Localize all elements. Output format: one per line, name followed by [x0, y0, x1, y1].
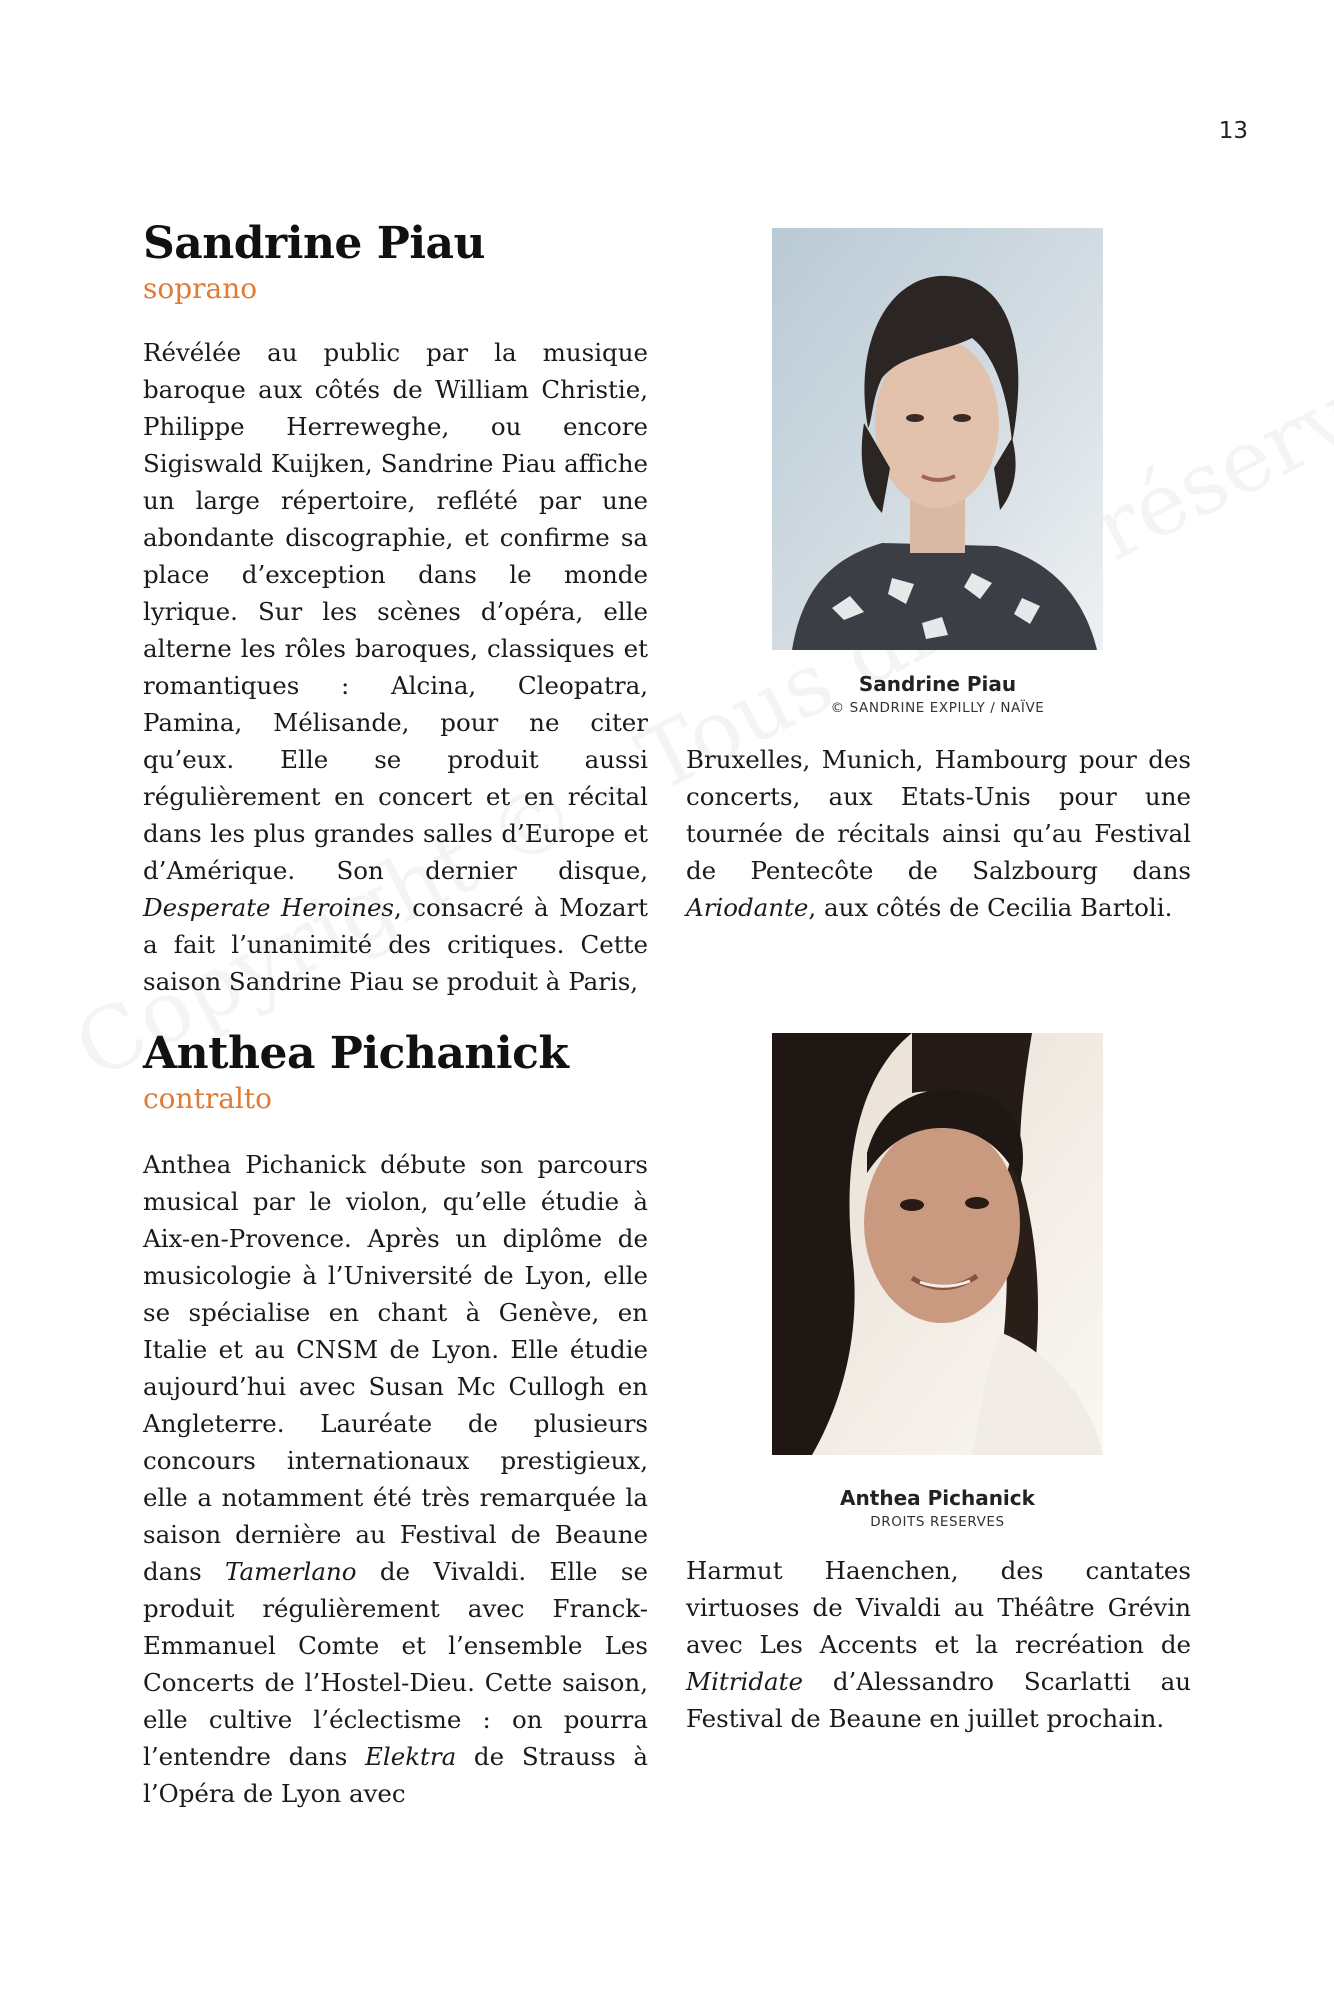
artist-bio-right: Bruxelles, Munich, Hambourg pour des concerts, aux Etats-Unis pour une tournée de récitals ainsi qu’au Festival de Pentecôte de Salzbourg dans Ariodante, aux côtés de Cecilia Bartoli.	[686, 745, 1191, 922]
artist-bio-left: Révélée au public par la musique baroque aux côtés de William Christie, Philippe Herreweghe, ou encore Sigiswald Kuijken, Sandrine Piau affiche un large répertoire, reflété par une abondante discographie, et confirme sa place d’exception dans le monde lyrique. Sur les scènes d’opéra, elle alterne les rôles baroques, classiques et romantiques : Alcina, Cleopatra, Pamina, Mélisande, pour ne citer qu’eux. Elle se produit aussi régulièrement en concert et en récital dans les plus grandes salles d’Europe et d’Amérique. Son dernier disque, Desperate Heroines, consacré à Mozart a fait l’unanimité des critiques. Cette saison Sandrine Piau se produit à Paris,	[143, 338, 648, 996]
artist-role: soprano	[143, 272, 258, 305]
artist-role: contralto	[143, 1082, 272, 1115]
portrait-image	[772, 228, 1103, 650]
artist-bio-right: Harmut Haenchen, des cantates virtuoses de Vivaldi au Théâtre Grévin avec Les Accents et la recréation de Mitridate d’Alessandro Scarlatti au Festival de Beaune en juillet prochain.	[686, 1556, 1191, 1733]
photo-caption-name: Sandrine Piau	[858, 672, 1017, 696]
artist-name: Sandrine Piau	[143, 218, 486, 269]
photo-caption-name: Anthea Pichanick	[840, 1486, 1035, 1510]
photo-caption-credit: DROITS RESERVES	[870, 1514, 1005, 1530]
portrait-image	[772, 1033, 1103, 1455]
photo-caption-credit: © SANDRINE EXPILLY / NAÏVE	[830, 700, 1045, 716]
artist-photo	[772, 228, 1103, 650]
page-number: 13	[1218, 118, 1248, 144]
artist-bio-left: Anthea Pichanick débute son parcours musical par le violon, qu’elle étudie à Aix-en-Provence. Après un diplôme de musicologie à l’Université de Lyon, elle se spécialise en chant à Genève, en Italie et au CNSM de Lyon. Elle étudie aujourd’hui avec Susan Mc Cullogh en Angleterre. Lauréate de plusieurs concours internationaux prestigieux, elle a notamment été très remarquée la saison dernière au Festival de Beaune dans Tamerlano de Vivaldi. Elle se produit régulièrement avec Franck-Emmanuel Comte et l’ensemble Les Concerts de l’Hostel-Dieu. Cette saison, elle cultive l’éclectisme : on pourra l’entendre dans Elektra de Strauss à l’Opéra de Lyon avec	[143, 1150, 649, 1808]
artist-photo	[772, 1033, 1103, 1455]
artist-name: Anthea Pichanick	[143, 1028, 569, 1079]
